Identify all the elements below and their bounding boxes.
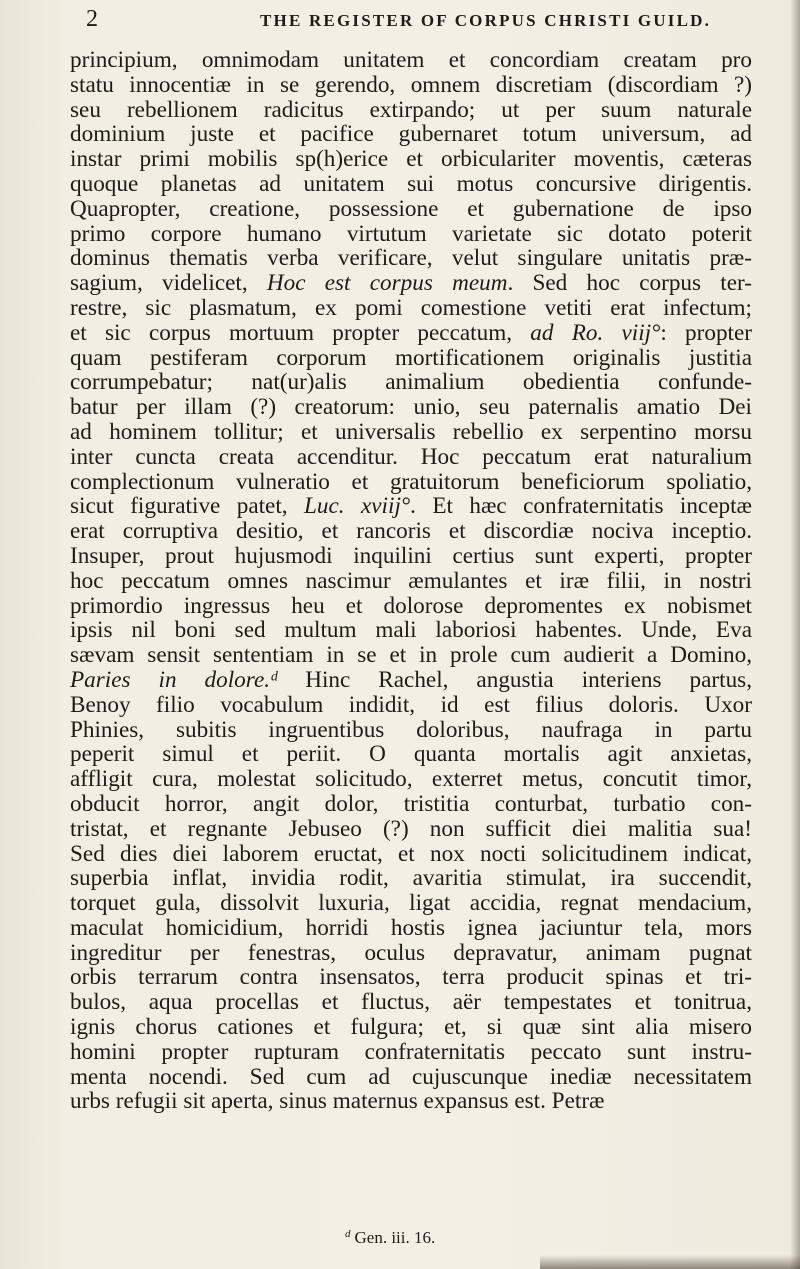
running-head: THE REGISTER OF CORPUS CHRISTI GUILD.: [260, 11, 712, 30]
text-line: menta nocendi. Sed cum ad cujuscunque inediæ necessitatem: [70, 1064, 752, 1090]
text-line: peperit simul et periit. O quanta mortalis agit anxietas,: [70, 742, 752, 768]
text-line: orbis terrarum contra insensatos, terra producit spinas et tri-: [70, 965, 752, 991]
page-number: 2: [86, 6, 98, 32]
text-line: dominium juste et pacifice gubernaret totum universum, ad: [70, 122, 752, 148]
text-line: Insuper, prout hujusmodi inquilini certius sunt experti, propter: [70, 543, 752, 569]
text-line: obducit horror, angit dolor, tristitia conturbat, turbatio con-: [70, 791, 752, 817]
text-line: ad hominem tollitur; et universalis rebellio ex serpentino morsu: [70, 419, 752, 445]
text-line: urbs refugii sit aperta, sinus maternus expansus est. Petræ: [70, 1089, 605, 1115]
page-header: [86, 6, 786, 40]
footnote-marker: d: [345, 1228, 351, 1240]
text-line: ipsis nil boni sed multum mali laboriosi habentes. Unde, Eva: [70, 618, 752, 644]
text-line: quam pestiferam corporum mortificationem originalis justitia: [70, 345, 752, 371]
text-line: seu rebellionem radicitus extirpando; ut per suum naturale: [70, 97, 752, 123]
text-line: corrumpebatur; nat(ur)alis animalium obedientia confunde-: [70, 370, 752, 396]
page-bottom-shadow: [540, 1255, 800, 1269]
text-line: et sic corpus mortuum propter peccatum, ad Ro. viij°: propter: [70, 320, 752, 346]
page-edge-shadow: [790, 0, 800, 1269]
text-line: primordio ingressus heu et dolorose depromentes ex nobismet: [70, 593, 752, 619]
footnote: [345, 1228, 435, 1248]
text-line: Phinies, subitis ingruentibus doloribus, naufraga in partu: [70, 717, 752, 743]
text-line: principium, omnimodam unitatem et concordiam creatam pro: [70, 48, 752, 73]
text-line: statu innocentiæ in se gerendo, omnem discretiam (discordiam ?): [70, 72, 752, 98]
text-line: inter cuncta creata accenditur. Hoc peccatum erat naturalium: [70, 444, 752, 470]
text-line: instar primi mobilis sp(h)erice et orbiculariter moventis, cæteras: [70, 147, 752, 172]
text-line: dominus thematis verba verificare, velut singulare unitatis præ-: [70, 246, 752, 272]
text-line: Quapropter, creatione, possessione et gubernatione de ipso: [70, 196, 752, 222]
text-line: Sed dies diei laborem eructat, et nox nocti solicitudinem indicat,: [70, 841, 752, 867]
text-line: Benoy filio vocabulum indidit, id est filius doloris. Uxor: [70, 692, 752, 718]
text-line: sicut figurative patet, Luc. xviij°. Et hæc confraternitatis inceptæ: [70, 494, 752, 520]
text-line: bulos, aqua procellas et fluctus, aër tempestates et tonitrua,: [70, 990, 752, 1016]
footnote-text: Gen. iii. 16.: [354, 1228, 436, 1247]
text-line: restre, sic plasmatum, ex pomi comestione vetiti erat infectum;: [70, 295, 752, 321]
text-line: erat corruptiva desitio, et rancoris et discordiæ nociva inceptio.: [70, 519, 752, 544]
text-line: batur per illam (?) creatorum: unio, seu paternalis amatio Dei: [70, 395, 752, 420]
text-line: ignis chorus cationes et fulgura; et, si quæ sint alia misero: [70, 1015, 752, 1040]
text-line: sævam sensit sententiam in se et in prole cum audierit a Domino,: [70, 643, 752, 668]
text-line: homini propter rupturam confraternitatis peccato sunt instru-: [70, 1039, 752, 1065]
text-line: primo corpore humano virtutum varietate sic dotato poterit: [70, 221, 752, 247]
text-line: Paries in dolore.ᵈ Hinc Rachel, angustia interiens partus,: [70, 667, 752, 693]
text-line: affligit cura, molestat solicitudo, exterret metus, concutit timor,: [70, 767, 752, 792]
text-line: hoc peccatum omnes nascimur æmulantes et iræ filii, in nostri: [70, 568, 752, 594]
body-text: [70, 48, 752, 1114]
text-line: sagium, videlicet, Hoc est corpus meum. Sed hoc corpus ter-: [70, 271, 752, 296]
text-line: torquet gula, dissolvit luxuria, ligat accidia, regnat mendacium,: [70, 891, 752, 916]
text-line: superbia inflat, invidia rodit, avaritia stimulat, ira succendit,: [70, 866, 752, 892]
text-line: quoque planetas ad unitatem sui motus concursive dirigentis.: [70, 171, 752, 197]
text-line: complectionum vulneratio et gratuitorum beneficiorum spoliatio,: [70, 469, 752, 495]
text-line: tristat, et regnante Jebuseo (?) non sufficit diei malitia sua!: [70, 816, 752, 842]
text-line: maculat homicidium, horridi hostis ignea jaciuntur tela, mors: [70, 915, 752, 941]
text-line: ingreditur per fenestras, oculus depravatur, animam pugnat: [70, 940, 752, 966]
